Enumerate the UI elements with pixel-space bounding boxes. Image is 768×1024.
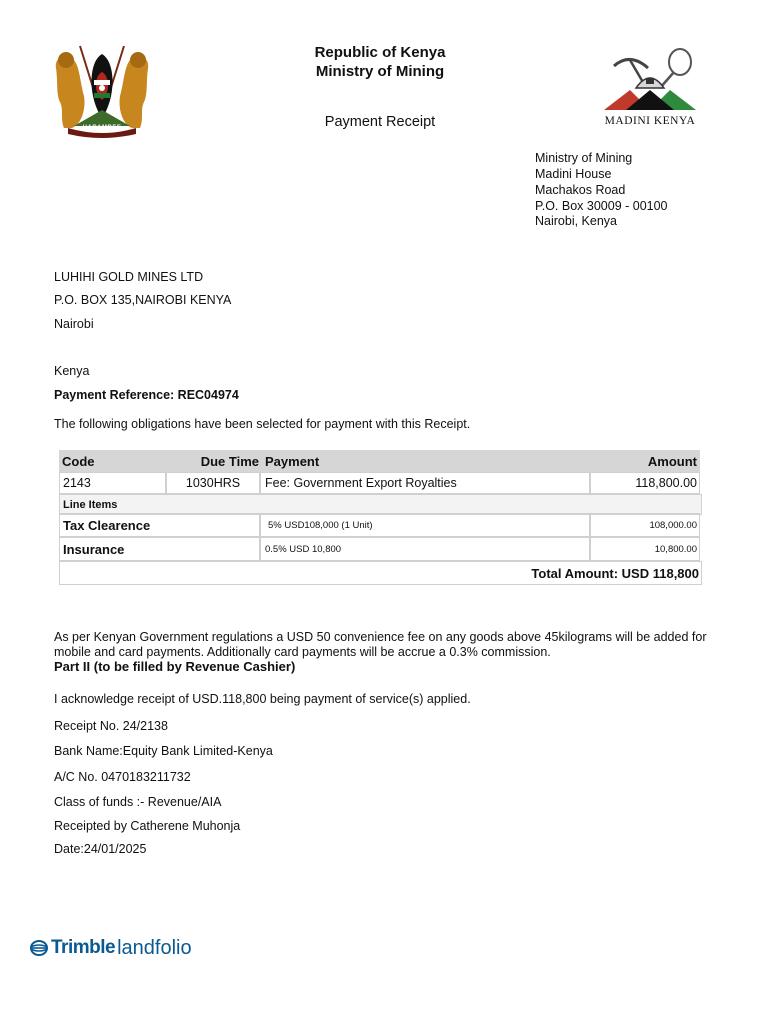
table-row: [59, 513, 700, 537]
line-item-detail: 0.5% USD 10,800: [260, 537, 590, 561]
receipt-date: Date:24/01/2025: [54, 842, 147, 856]
madini-kenya-logo: [600, 46, 700, 132]
payment-reference: Payment Reference: REC04974: [54, 388, 239, 402]
payer-name: LUHIHI GOLD MINES LTD: [54, 270, 204, 284]
trimble-globe-icon: [30, 939, 50, 957]
line-items-label: Line Items: [63, 498, 118, 511]
line-items-header: [59, 494, 702, 515]
total-amount: Total Amount: USD 118,800: [531, 565, 699, 581]
part2-title: Part II (to be filled by Revenue Cashier): [54, 659, 296, 674]
header-line-ministry: Ministry of Mining: [315, 63, 445, 80]
line-item-name: Tax Clearence: [59, 513, 260, 537]
brand-landfolio: landfolio: [117, 936, 192, 959]
col-header-due-time: Due Time: [200, 453, 259, 469]
note-line-2: mobile and card payments. Additionally card payments will be accrue a 0.3% commission.: [54, 645, 551, 659]
payer-country: Kenya: [54, 364, 90, 378]
line-item-name: Insurance: [59, 537, 260, 561]
total-row: [59, 561, 702, 585]
address-line-2: Madini House: [535, 167, 612, 181]
line-item-amount: 108,000.00: [590, 513, 700, 537]
table-row: [59, 472, 700, 494]
note-line-1: As per Kenyan Government regulations a USD 50 convenience fee on any goods above 45kilograms will be added for: [54, 630, 707, 644]
cell-amount: 118,800.00: [590, 472, 700, 494]
intro-text: The following obligations have been selected for payment with this Receipt.: [54, 417, 471, 431]
brand-trimble: Trimble: [51, 937, 116, 958]
header-line-republic: Republic of Kenya: [314, 44, 446, 61]
cell-code: 2143: [59, 472, 166, 494]
address-line-5: Nairobi, Kenya: [535, 214, 617, 228]
address-line-4: P.O. Box 30009 - 00100: [535, 199, 668, 213]
class-of-funds: Class of funds :- Revenue/AIA: [54, 795, 222, 809]
address-line-3: Machakos Road: [535, 183, 626, 197]
header-title: [230, 43, 530, 81]
address-line-1: Ministry of Mining: [535, 151, 633, 165]
col-header-payment: Payment: [265, 453, 320, 469]
payer-box: P.O. BOX 135,NAIROBI KENYA: [54, 293, 232, 307]
table-row: [59, 537, 700, 561]
bank-name: Bank Name:Equity Bank Limited-Kenya: [54, 744, 273, 758]
trimble-landfolio-logo: [30, 934, 192, 962]
payer-city: Nairobi: [54, 317, 94, 331]
col-header-amount: Amount: [647, 453, 697, 469]
part2-acknowledgement: I acknowledge receipt of USD.118,800 being payment of service(s) applied.: [54, 692, 471, 706]
receipt-number: Receipt No. 24/2138: [54, 719, 168, 733]
cell-due-time: 1030HRS: [166, 472, 260, 494]
madini-kenya-text: MADINI KENYA: [604, 115, 696, 127]
coat-of-arms-logo: [50, 38, 154, 138]
receipted-by: Receipted by Catherene Muhonja: [54, 819, 241, 833]
convenience-fee-note: [54, 630, 706, 660]
line-item-amount: 10,800.00: [590, 537, 700, 561]
cell-payment: Fee: Government Export Royalties: [260, 472, 590, 494]
line-item-detail: 5% USD108,000 (1 Unit): [260, 513, 590, 537]
coat-of-arms-motto: HARAMBEE: [82, 125, 122, 131]
account-number: A/C No. 0470183211732: [54, 770, 191, 784]
table-header-row: [59, 450, 700, 472]
document-title: Payment Receipt: [324, 114, 436, 130]
col-header-code: Code: [62, 453, 95, 469]
